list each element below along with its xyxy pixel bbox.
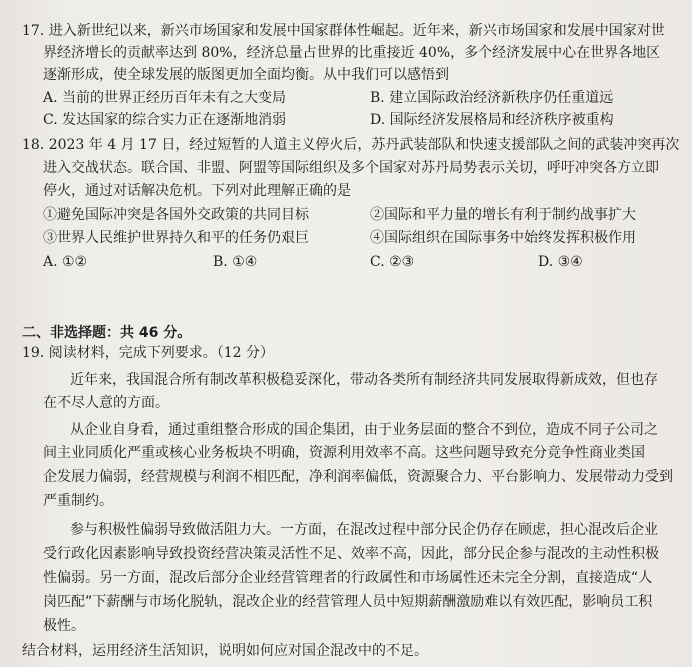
q18-option-b: B. ①④ — [213, 254, 258, 270]
q18-line-3: 停火，通过对话解决危机。下列对此理解正确的是 — [43, 183, 351, 199]
q17-option-c: C. 发达国家的综合实力正在逐渐地消弱 — [43, 112, 287, 128]
q18-statement-3: ③世界人民维护世界持久和平的任务仍艰巨 — [43, 230, 309, 246]
q18-option-c: C. ②③ — [370, 254, 415, 270]
q19-p2-line-2: 间主业同质化严重或核心业务板块不明确，资源利用效率不高。这些问题导致充分竞争性商业类国 — [43, 445, 645, 461]
q18-line-2: 进入交战状态。联合国、非盟、阿盟等国际组织及多个国家对苏丹局势表示关切，呼吁冲突各方立即 — [43, 160, 659, 176]
q19-p2-line-1: 从企业自身看，通过重组整合形成的国企集团，由于业务层面的整合不到位，造成不同子公司之 — [70, 422, 658, 438]
q17-option-b: B. 建立国际政治经济新秩序仍任重道远 — [370, 90, 614, 106]
q17-line-1: 17. 进入新世纪以来，新兴市场国家和发展中国家群体性崛起。近年来，新兴市场国家和发展中国家对世 — [22, 23, 665, 39]
q17-option-a: A. 当前的世界正经历百年未有之大变局 — [43, 90, 287, 106]
q19-p3-line-5: 极性。 — [43, 618, 85, 634]
q18-line-1: 18. 2023 年 4 月 17 日，经过短暂的人道主义停火后，苏丹武装部队和快速支援部队之间的武装冲突再次 — [22, 137, 680, 153]
q19-p3-line-3: 性偏弱。另一方面，混改后部分企业经营管理者的行政属性和市场属性还未完全分割，直接造成“人 — [43, 570, 653, 586]
section-heading: 二、非选择题：共 46 分。 — [22, 325, 192, 341]
q19-p1-line-2: 在不尽人意的方面。 — [43, 395, 169, 411]
q17-line-2: 界经济增长的贡献率达到 80%，经济总量占世界的比重接近 40%，多个经济发展中心在世界各地区 — [43, 45, 661, 61]
q18-statement-4: ④国际组织在国际事务中始终发挥积极作用 — [370, 230, 636, 246]
q19-p3-line-4: 岗匹配”下薪酬与市场化脱轨，混改企业的经营管理人员中短期薪酬激励难以有效匹配，影响员工积 — [43, 594, 653, 610]
q17-option-d: D. 国际经济发展格局和经济秩序被重构 — [370, 112, 614, 128]
q19-prompt: 19. 阅读材料，完成下列要求。（12 分） — [22, 345, 274, 361]
q18-option-a: A. ①② — [43, 254, 88, 270]
q19-p2-line-3: 企发展力偏弱，经营规模与利润不相匹配，净利润率偏低，资源聚合力、平台影响力、发展带动力受到 — [43, 469, 673, 485]
q18-option-d: D. ③④ — [538, 254, 583, 270]
q19-p1-line-1: 近年来，我国混合所有制改革积极稳妥深化，带动各类所有制经济共同发展取得新成效，但也存 — [70, 372, 658, 388]
q17-line-3: 逐渐形成，使全球发展的版图更加全面均衡。从中我们可以感悟到 — [43, 67, 449, 83]
q19-p2-line-4: 严重制约。 — [43, 493, 113, 509]
q18-statement-2: ②国际和平力量的增长有利于制约战事扩大 — [370, 207, 636, 223]
q19-p3-line-1: 参与积极性偏弱导致做活阻力大。一方面，在混改过程中部分民企仍存在顾虑，担心混改后企业 — [70, 522, 658, 538]
q18-statement-1: ①避免国际冲突是各国外交政策的共同目标 — [43, 207, 309, 223]
q19-p3-line-2: 受行政化因素影响导致投资经营决策灵活性不足、效率不高，因此，部分民企参与混改的主动性积极 — [43, 546, 659, 562]
q19-task: 结合材料，运用经济生活知识，说明如何应对国企混改中的不足。 — [22, 643, 428, 659]
